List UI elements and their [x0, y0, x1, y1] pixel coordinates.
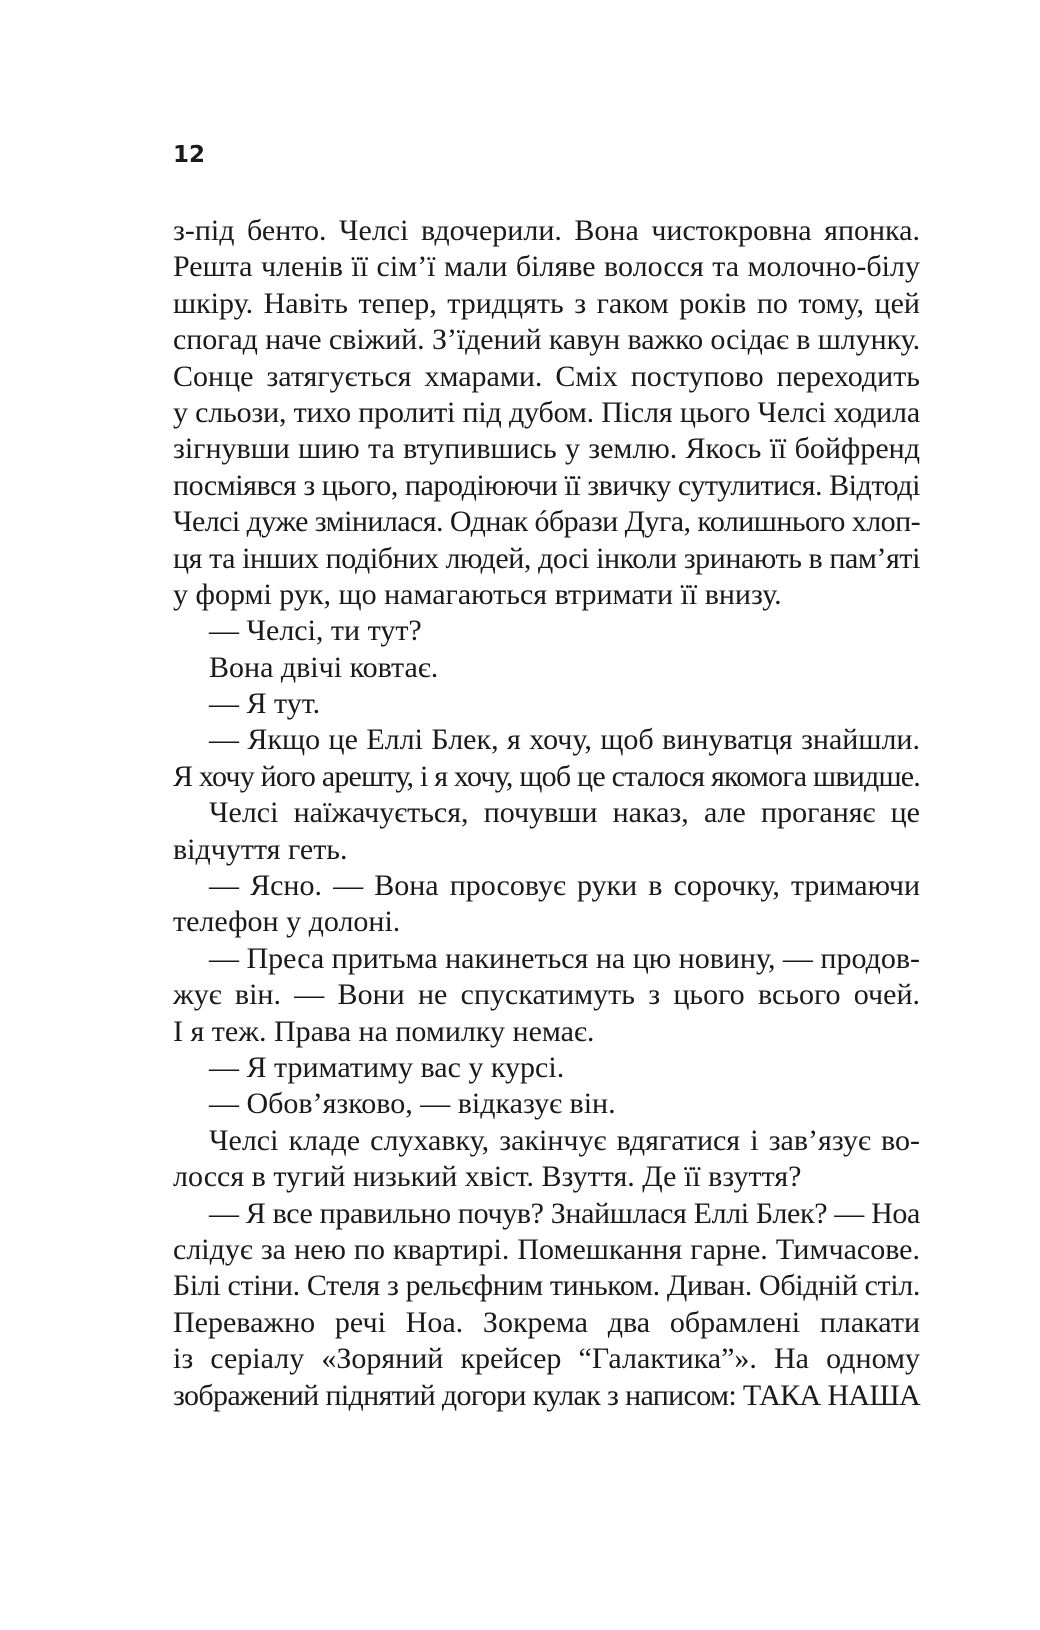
text-line: Вона двічі ковтає. — [209, 650, 439, 684]
text-line: Решта членів її сім’ї мали біляве волосся та молочно-білу — [173, 250, 920, 284]
text-line: лосся в тугий низький хвіст. Взуття. Де її взуття? — [173, 1160, 802, 1194]
text-line: — Преса притьма накинеться на цю новину, — продов- — [209, 941, 920, 975]
text-line: у сльози, тихо пролиті під дубом. Після цього Челсі ходила — [173, 395, 920, 429]
text-line: Я хочу його арешту, і я хочу, щоб це сталося якомога швидше. — [173, 759, 920, 793]
text-line: ця та інших подібних людей, досі інколи зринають в пам’яті — [173, 541, 920, 575]
text-line: — Обов’язково, — відказує він. — [209, 1087, 616, 1121]
text-line: спогад наче свіжий. З’їдений кавун важко осідає в шлунку. — [173, 323, 920, 357]
text-line: — Ясно. — Вона просовує руки в сорочку, тримаючи — [209, 869, 920, 903]
text-line: Челсі наїжачується, почувши наказ, але проганяє це — [209, 796, 920, 830]
text-line: Челсі дуже змінилася. Однак óбрази Дуга, колишнього хлоп- — [173, 505, 920, 539]
text-line: телефон у долоні. — [173, 905, 401, 939]
page-number: 12 — [173, 142, 206, 168]
text-line: зігнувши шию та втупившись у землю. Якось її бойфренд — [173, 432, 920, 466]
text-line: посміявся з цього, пародіюючи її звичку сутулитися. Відтоді — [173, 468, 920, 502]
text-line: Білі стіни. Стеля з рельєфним тиньком. Диван. Обідній стіл. — [173, 1269, 920, 1303]
text-line: із серіалу «Зоряний крейсер “Галактика”». На одному — [173, 1342, 920, 1376]
text-line: з-під бенто. Челсі вдочерили. Вона чистокровна японка. — [173, 214, 920, 247]
text-line: слідує за нею по квартирі. Помешкання гарне. Тимчасове. — [173, 1232, 920, 1266]
text-line: жує він. — Вони не спускатимуть з цього всього очей. — [173, 978, 920, 1012]
text-line: Сонце затягується хмарами. Сміх поступово переходить — [173, 359, 920, 393]
text-line: — Якщо це Еллі Блек, я хочу, щоб винуватця знайшли. — [209, 723, 920, 757]
text-line: — Я триматиму вас у курсі. — [209, 1050, 565, 1084]
body-text — [173, 213, 920, 1414]
text-line: Переважно речі Ноа. Зокрема два обрамлені плакати — [173, 1305, 920, 1339]
text-line: — Я все правильно почув? Знайшлася Еллі Блек? — Ноа — [209, 1196, 920, 1230]
text-line: зображений піднятий догори кулак з написом: ТАКА НАША — [173, 1378, 920, 1412]
text-line: відчуття геть. — [173, 832, 348, 866]
text-line: у формі рук, що намагаються втримати її внизу. — [173, 577, 782, 611]
text-line: шкіру. Навіть тепер, тридцять з гаком років по тому, цей — [173, 286, 920, 320]
text-line: Челсі кладе слухавку, закінчує вдягатися і зав’язує во- — [209, 1123, 920, 1157]
text-line: — Челсі, ти тут? — [209, 614, 422, 648]
text-line: І я теж. Права на помилку немає. — [173, 1014, 595, 1048]
text-line: — Я тут. — [209, 687, 321, 721]
